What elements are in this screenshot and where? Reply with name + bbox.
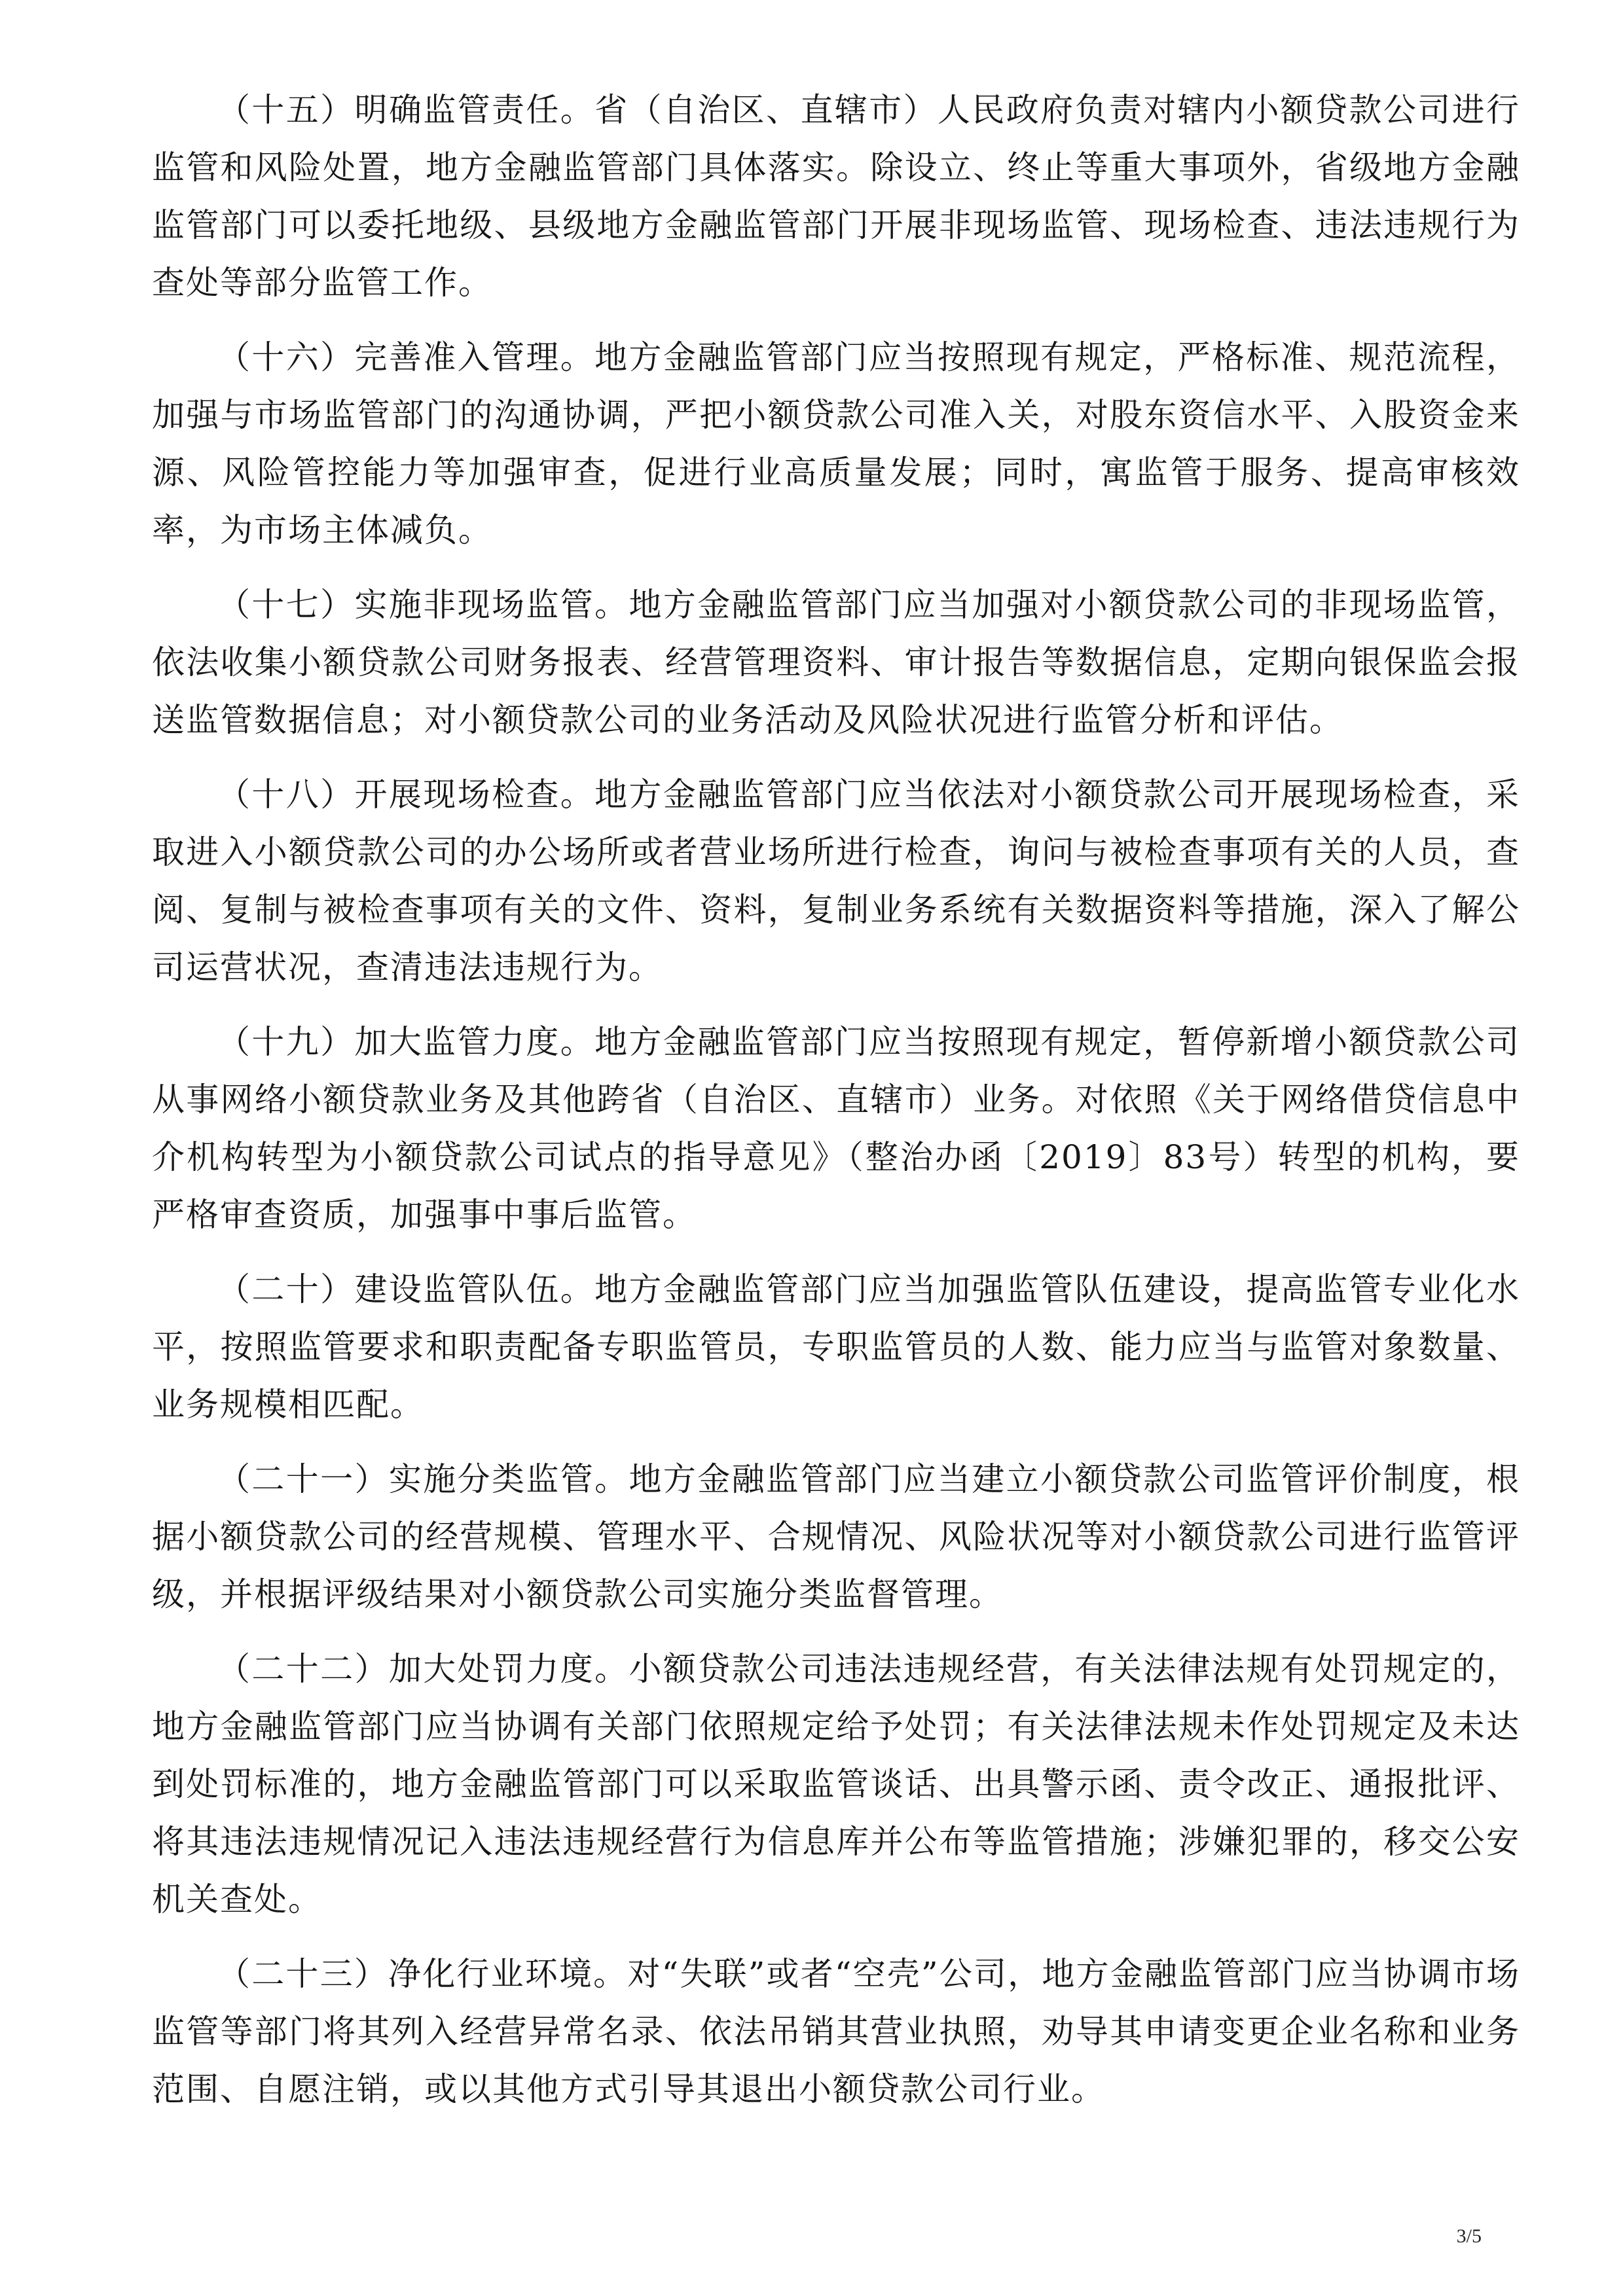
paragraph-heading: （十六）完善准入管理。 [217,338,595,376]
paragraph-text: 省（自治区、直辖市）人民政府负责对辖内小额贷款公司进行监管和风险处置，地方金融监管部门具体落实。除设立、终止等重大事项外，省级地方金融监管部门可以委托地级、县级地方金融监管部门开展非现场监管、现场检查、违法违规行为查处等部分监管工作。 [152,91,1521,302]
paragraph-20 [152,1261,1520,1433]
paragraph-18 [152,766,1520,996]
paragraph-heading: （二十三）净化行业环境。 [217,1955,628,1993]
paragraph-heading: （二十二）加大处罚力度。 [217,1650,629,1688]
paragraph-heading: （十九）加大监管力度。 [217,1023,595,1061]
paragraph-heading: （十八）开展现场检查。 [217,776,595,814]
paragraph-15 [152,81,1520,312]
paragraph-22 [152,1640,1520,1928]
paragraph-heading: （十五）明确监管责任。 [217,91,595,129]
paragraph-16 [152,329,1520,559]
paragraph-text: 小额贷款公司违法违规经营，有关法律法规有处罚规定的，地方金融监管部门应当协调有关部门依照规定给予处罚；有关法律法规未作处罚规定及未达到处罚标准的，地方金融监管部门可以采取监管谈话、出具警示函、责令改正、通报批评、将其违法违规情况记入违法违规经营行为信息库并公布等监管措施；涉嫌犯罪的，移交公安机关查处。 [152,1650,1521,1918]
page-number: 3/5 [1456,2225,1482,2247]
document-body [152,81,1520,2135]
paragraph-text: 地方金融监管部门应当建立小额贷款公司监管评价制度，根据小额贷款公司的经营规模、管理水平、合规情况、风险状况等对小额贷款公司进行监管评级，并根据评级结果对小额贷款公司实施分类监督管理。 [152,1460,1521,1613]
paragraph-text: 地方金融监管部门应当按照现有规定，严格标准、规范流程，加强与市场监管部门的沟通协调，严把小额贷款公司准入关，对股东资信水平、入股资金来源、风险管控能力等加强审查，促进行业高质量发展；同时，寓监管于服务、提高审核效率，为市场主体减负。 [152,338,1521,549]
paragraph-23 [152,1945,1520,2118]
paragraph-17 [152,576,1520,749]
paragraph-heading: （十七）实施非现场监管。 [217,586,629,624]
paragraph-21 [152,1450,1520,1623]
paragraph-text: 地方金融监管部门应当按照现有规定，暂停新增小额贷款公司从事网络小额贷款业务及其他跨省（自治区、直辖市）业务。对依照《关于网络借贷信息中介机构转型为小额贷款公司试点的指导意见》（整治办函〔2019〕83号）转型的机构，要严格审查资质，加强事中事后监管。 [152,1023,1521,1234]
paragraph-19 [152,1013,1520,1244]
paragraph-text: 地方金融监管部门应当加强对小额贷款公司的非现场监管，依法收集小额贷款公司财务报表、经营管理资料、审计报告等数据信息，定期向银保监会报送监管数据信息；对小额贷款公司的业务活动及风险状况进行监管分析和评估。 [152,586,1521,739]
paragraph-text: 地方金融监管部门应当依法对小额贷款公司开展现场检查，采取进入小额贷款公司的办公场所或者营业场所进行检查，询问与被检查事项有关的人员，查阅、复制与被检查事项有关的文件、资料，复制业务系统有关数据资料等措施，深入了解公司运营状况，查清违法违规行为。 [152,776,1521,986]
paragraph-heading: （二十一）实施分类监管。 [217,1460,629,1498]
paragraph-text: 地方金融监管部门应当加强监管队伍建设，提高监管专业化水平，按照监管要求和职责配备专职监管员，专职监管员的人数、能力应当与监管对象数量、业务规模相匹配。 [152,1270,1521,1424]
paragraph-text: 对“失联”或者“空壳”公司，地方金融监管部门应当协调市场监管等部门将其列入经营异常名录、依法吊销其营业执照，劝导其申请变更企业名称和业务范围、自愿注销，或以其他方式引导其退出小额贷款公司行业。 [152,1955,1521,2108]
paragraph-heading: （二十）建设监管队伍。 [217,1270,595,1308]
